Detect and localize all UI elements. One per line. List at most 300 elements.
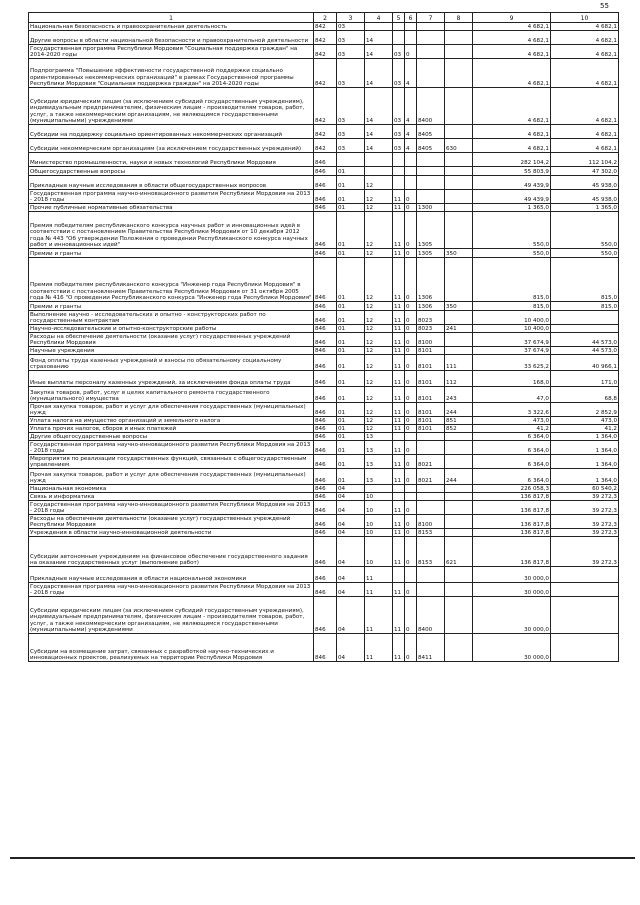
row-target-code: 8101 — [417, 417, 445, 425]
row-target-code: 8411 — [417, 634, 445, 662]
table-row — [29, 493, 619, 501]
row-name: Прочие публичные нормативные обязательства — [29, 204, 314, 212]
row-expense-type — [445, 529, 473, 537]
row-target-code: 8405 — [417, 139, 445, 153]
row-subsection: 14 — [365, 88, 393, 125]
row-target-code: 8153 — [417, 529, 445, 537]
row-program: 11 — [393, 371, 405, 387]
row-subsection: 12 — [365, 417, 393, 425]
row-target-code: 1306 — [417, 302, 445, 311]
row-amount-year2: 47 302,0 — [551, 167, 619, 176]
row-amount-year1: 473,0 — [473, 417, 551, 425]
row-amount-year1: 6 364,0 — [473, 433, 551, 441]
row-admin-code: 846 — [314, 537, 337, 567]
row-name: Выполнение научно - исследовательских и опытно - конструкторских работ по государственным контрактам — [29, 311, 314, 325]
table-row — [29, 485, 619, 493]
row-name: Прикладные научные исследования в области национальной экономики — [29, 567, 314, 583]
row-target-code: 8405 — [417, 125, 445, 139]
row-subsection: 10 — [365, 515, 393, 529]
table-row — [29, 204, 619, 212]
row-subsection: 12 — [365, 212, 393, 249]
row-amount-year2: 39 272,3 — [551, 493, 619, 501]
row-amount-year2: 4 682,1 — [551, 125, 619, 139]
row-expense-type: 851 — [445, 417, 473, 425]
row-expense-type — [445, 190, 473, 204]
row-admin-code: 842 — [314, 45, 337, 59]
row-amount-year2 — [551, 583, 619, 597]
row-target-code: 1305 — [417, 212, 445, 249]
row-subprogram: 0 — [405, 515, 417, 529]
row-section: 03 — [337, 59, 365, 88]
row-amount-year2: 44 573,0 — [551, 347, 619, 355]
row-amount-year1: 6 364,0 — [473, 455, 551, 469]
row-target-code — [417, 567, 445, 583]
column-header: 1 — [29, 13, 314, 23]
row-subsection — [365, 167, 393, 176]
row-name: Уплата прочих налогов, сборов и иных платежей — [29, 425, 314, 433]
row-section: 01 — [337, 311, 365, 325]
row-expense-type: 630 — [445, 139, 473, 153]
row-program: 11 — [393, 387, 405, 403]
row-admin-code: 846 — [314, 469, 337, 485]
row-admin-code: 846 — [314, 485, 337, 493]
row-amount-year2: 1 364,0 — [551, 433, 619, 441]
row-subsection: 13 — [365, 441, 393, 455]
row-target-code: 8021 — [417, 455, 445, 469]
row-expense-type — [445, 153, 473, 167]
row-subsection: 12 — [365, 204, 393, 212]
row-amount-year2: 2 852,9 — [551, 403, 619, 417]
row-amount-year1: 815,0 — [473, 302, 551, 311]
row-amount-year2: 171,0 — [551, 371, 619, 387]
row-subprogram: 0 — [405, 212, 417, 249]
row-target-code — [417, 23, 445, 31]
row-subsection: 12 — [365, 347, 393, 355]
row-admin-code: 846 — [314, 493, 337, 501]
row-section: 01 — [337, 355, 365, 371]
row-amount-year1: 550,0 — [473, 249, 551, 258]
row-program: 11 — [393, 597, 405, 634]
row-amount-year1: 33 625,2 — [473, 355, 551, 371]
row-name: Расходы на обеспечение деятельности (оказание услуг) государственных учреждений Республики Мордовия — [29, 333, 314, 347]
row-admin-code: 846 — [314, 190, 337, 204]
row-amount-year2: 39 272,3 — [551, 529, 619, 537]
table-row — [29, 125, 619, 139]
row-admin-code: 846 — [314, 176, 337, 190]
row-expense-type: 111 — [445, 355, 473, 371]
row-expense-type — [445, 88, 473, 125]
row-admin-code: 846 — [314, 167, 337, 176]
row-section: 01 — [337, 387, 365, 403]
row-subsection: 12 — [365, 302, 393, 311]
row-name: Фонд оплаты труда казенных учреждений и взносы по обязательному социальному страхованию — [29, 355, 314, 371]
row-expense-type — [445, 567, 473, 583]
row-subsection: 13 — [365, 455, 393, 469]
row-name: Национальная экономика — [29, 485, 314, 493]
row-target-code: 8101 — [417, 403, 445, 417]
row-program: 11 — [393, 455, 405, 469]
row-program: 11 — [393, 501, 405, 515]
row-section: 01 — [337, 433, 365, 441]
row-subprogram: 0 — [405, 583, 417, 597]
column-header: 10 — [551, 13, 619, 23]
row-target-code: 8100 — [417, 333, 445, 347]
row-admin-code: 842 — [314, 23, 337, 31]
row-amount-year2: 41,2 — [551, 425, 619, 433]
row-name: Прочая закупка товаров, работ и услуг для обеспечения государственных (муниципальных) нужд — [29, 403, 314, 417]
row-target-code — [417, 441, 445, 455]
row-subsection: 13 — [365, 469, 393, 485]
table-row — [29, 355, 619, 371]
row-expense-type — [445, 485, 473, 493]
table-row — [29, 190, 619, 204]
row-subsection: 12 — [365, 325, 393, 333]
row-amount-year2: 45 938,0 — [551, 190, 619, 204]
row-amount-year2: 4 682,1 — [551, 45, 619, 59]
row-amount-year1: 37 674,9 — [473, 347, 551, 355]
row-target-code: 8101 — [417, 425, 445, 433]
row-expense-type — [445, 441, 473, 455]
row-admin-code: 846 — [314, 347, 337, 355]
row-subsection: 12 — [365, 425, 393, 433]
row-program: 03 — [393, 139, 405, 153]
row-target-code: 1300 — [417, 204, 445, 212]
row-amount-year1: 4 682,1 — [473, 139, 551, 153]
row-section: 01 — [337, 455, 365, 469]
row-subprogram: 0 — [405, 355, 417, 371]
row-amount-year2: 1 364,0 — [551, 469, 619, 485]
row-section: 01 — [337, 441, 365, 455]
row-section: 03 — [337, 45, 365, 59]
row-subprogram: 0 — [405, 190, 417, 204]
row-expense-type — [445, 333, 473, 347]
row-amount-year1: 4 682,1 — [473, 31, 551, 45]
row-target-code: 8023 — [417, 311, 445, 325]
row-admin-code: 846 — [314, 567, 337, 583]
row-section: 04 — [337, 634, 365, 662]
row-subsection: 14 — [365, 31, 393, 45]
row-amount-year2: 4 682,1 — [551, 88, 619, 125]
row-amount-year2: 4 682,1 — [551, 59, 619, 88]
row-amount-year1: 41,2 — [473, 425, 551, 433]
row-admin-code: 846 — [314, 515, 337, 529]
row-section: 01 — [337, 469, 365, 485]
row-target-code: 1306 — [417, 258, 445, 302]
row-subprogram: 0 — [405, 634, 417, 662]
row-amount-year1: 4 682,1 — [473, 88, 551, 125]
row-subprogram: 0 — [405, 417, 417, 425]
row-target-code — [417, 485, 445, 493]
row-expense-type: 244 — [445, 403, 473, 417]
row-name: Расходы на обеспечение деятельности (оказание услуг) государственных учреждений Республики Мордовия — [29, 515, 314, 529]
row-amount-year2 — [551, 597, 619, 634]
row-name: Закупка товаров, работ, услуг в целях капитального ремонта государственного (муниципального) имущества — [29, 387, 314, 403]
table-row — [29, 212, 619, 249]
row-amount-year2: 39 272,3 — [551, 537, 619, 567]
row-subprogram: 0 — [405, 371, 417, 387]
row-section: 01 — [337, 333, 365, 347]
row-admin-code: 846 — [314, 529, 337, 537]
row-amount-year1: 47,0 — [473, 387, 551, 403]
row-subprogram — [405, 153, 417, 167]
row-admin-code: 846 — [314, 501, 337, 515]
row-section: 01 — [337, 425, 365, 433]
row-section: 04 — [337, 515, 365, 529]
row-subprogram: 4 — [405, 125, 417, 139]
row-program: 11 — [393, 302, 405, 311]
row-amount-year2: 815,0 — [551, 258, 619, 302]
row-program — [393, 567, 405, 583]
row-subprogram — [405, 167, 417, 176]
row-subprogram: 0 — [405, 597, 417, 634]
table-row — [29, 403, 619, 417]
column-header: 9 — [473, 13, 551, 23]
row-subsection: 11 — [365, 567, 393, 583]
row-name: Другие общегосударственные вопросы — [29, 433, 314, 441]
row-subprogram: 0 — [405, 249, 417, 258]
row-admin-code: 842 — [314, 59, 337, 88]
row-amount-year1: 10 400,0 — [473, 325, 551, 333]
page-bottom-rule — [10, 857, 635, 859]
row-amount-year2: 1 364,0 — [551, 441, 619, 455]
row-admin-code: 846 — [314, 403, 337, 417]
row-program — [393, 31, 405, 45]
row-expense-type: 112 — [445, 371, 473, 387]
row-name: Государственная программа научно-инновационного развития Республики Мордовия на 2013 - 2018 годы — [29, 583, 314, 597]
row-subprogram: 0 — [405, 325, 417, 333]
row-target-code — [417, 501, 445, 515]
row-target-code: 1305 — [417, 249, 445, 258]
table-row — [29, 59, 619, 88]
row-admin-code: 842 — [314, 139, 337, 153]
row-admin-code: 842 — [314, 125, 337, 139]
row-subprogram — [405, 485, 417, 493]
table-row — [29, 302, 619, 311]
column-header: 7 — [417, 13, 445, 23]
table-row — [29, 325, 619, 333]
row-program: 11 — [393, 403, 405, 417]
row-amount-year1: 30 000,0 — [473, 567, 551, 583]
row-target-code: 8153 — [417, 537, 445, 567]
row-admin-code: 846 — [314, 597, 337, 634]
row-subsection: 11 — [365, 583, 393, 597]
row-amount-year1: 4 682,1 — [473, 23, 551, 31]
row-subprogram: 0 — [405, 441, 417, 455]
row-subsection: 14 — [365, 139, 393, 153]
row-section: 03 — [337, 31, 365, 45]
row-expense-type — [445, 125, 473, 139]
row-target-code: 8400 — [417, 597, 445, 634]
row-admin-code: 846 — [314, 333, 337, 347]
row-subprogram — [405, 31, 417, 45]
row-name: Премии и гранты — [29, 249, 314, 258]
row-admin-code: 846 — [314, 433, 337, 441]
row-amount-year2: 39 272,3 — [551, 501, 619, 515]
row-expense-type — [445, 23, 473, 31]
row-program: 11 — [393, 190, 405, 204]
row-program: 03 — [393, 45, 405, 59]
row-name: Государственная программа научно-инновационного развития Республики Мордовия на 2013 - 2018 годы — [29, 190, 314, 204]
row-expense-type — [445, 176, 473, 190]
row-expense-type: 852 — [445, 425, 473, 433]
row-amount-year1: 4 682,1 — [473, 125, 551, 139]
table-row — [29, 425, 619, 433]
row-target-code: 8101 — [417, 371, 445, 387]
table-row — [29, 31, 619, 45]
row-program: 11 — [393, 441, 405, 455]
row-amount-year2: 44 573,0 — [551, 333, 619, 347]
row-program: 03 — [393, 125, 405, 139]
row-target-code — [417, 59, 445, 88]
row-subprogram — [405, 567, 417, 583]
row-expense-type — [445, 597, 473, 634]
row-section: 04 — [337, 485, 365, 493]
row-amount-year1: 136 817,8 — [473, 501, 551, 515]
row-program: 11 — [393, 583, 405, 597]
row-expense-type — [445, 634, 473, 662]
row-admin-code: 846 — [314, 583, 337, 597]
row-target-code: 8021 — [417, 469, 445, 485]
row-name: Субсидии юридическим лицам (за исключением субсидий государственным учреждениям), индивидуальным предпринимателям, физическим лицам - производителям товаров, работ, услуг, а также некоммерческим организациям, не являющимся государственными (муниципальными) учреждениями — [29, 88, 314, 125]
column-header: 8 — [445, 13, 473, 23]
row-admin-code: 846 — [314, 455, 337, 469]
row-subsection: 12 — [365, 311, 393, 325]
row-program: 11 — [393, 347, 405, 355]
row-admin-code: 846 — [314, 258, 337, 302]
row-subsection: 10 — [365, 493, 393, 501]
row-name: Субсидии автономным учреждениям на финансовое обеспечение государственного задания на оказание государственных услуг (выполнение работ) — [29, 537, 314, 567]
row-amount-year2: 40 966,1 — [551, 355, 619, 371]
row-amount-year1: 3 322,6 — [473, 403, 551, 417]
row-amount-year2: 45 938,0 — [551, 176, 619, 190]
row-amount-year2: 1 364,0 — [551, 455, 619, 469]
row-section: 01 — [337, 212, 365, 249]
row-admin-code: 846 — [314, 425, 337, 433]
row-subprogram — [405, 23, 417, 31]
row-amount-year2: 473,0 — [551, 417, 619, 425]
row-name: Премия победителям республиканского конкурса научных работ и инновационных идей в соответствии с постановлением Правительства Республики Мордовия от 10 декабря 2012 года № 443 "Об утверждении Положения о проведении Республиканского конкурса научных работ и инновационных идей" — [29, 212, 314, 249]
row-subsection: 12 — [365, 258, 393, 302]
row-section: 04 — [337, 537, 365, 567]
row-name: Субсидии на возмещение затрат, связанных с разработкой научно-технических и инновационных проектов, реализуемых на территории Республики Мордовия — [29, 634, 314, 662]
table-row — [29, 176, 619, 190]
row-expense-type — [445, 59, 473, 88]
row-target-code: 8100 — [417, 515, 445, 529]
row-subprogram: 0 — [405, 333, 417, 347]
row-subsection: 12 — [365, 387, 393, 403]
row-subsection — [365, 23, 393, 31]
table-row — [29, 529, 619, 537]
row-admin-code: 842 — [314, 88, 337, 125]
row-expense-type — [445, 493, 473, 501]
row-amount-year2: 39 272,3 — [551, 515, 619, 529]
row-amount-year2: 60 540,2 — [551, 485, 619, 493]
row-section: 01 — [337, 258, 365, 302]
table-header — [29, 13, 619, 23]
row-target-code — [417, 31, 445, 45]
row-subprogram: 0 — [405, 469, 417, 485]
row-subsection — [365, 153, 393, 167]
row-name: Премия победителям республиканского конкурса "Инженер года Республики Мордовия" в соответствии с постановлением Правительства Республики Мордовия от 31 октября 2005 года № 416 "О проведении Республиканского конкурса "Инженер года Республики Мордовия" — [29, 258, 314, 302]
table-row — [29, 249, 619, 258]
row-subprogram: 0 — [405, 258, 417, 302]
row-target-code: 8101 — [417, 355, 445, 371]
row-program: 03 — [393, 88, 405, 125]
row-program — [393, 176, 405, 190]
row-admin-code: 846 — [314, 634, 337, 662]
row-name: Государственная программа научно-инновационного развития Республики Мордовия на 2013 - 2018 годы — [29, 441, 314, 455]
row-amount-year1: 6 364,0 — [473, 441, 551, 455]
row-amount-year1: 168,0 — [473, 371, 551, 387]
row-expense-type — [445, 455, 473, 469]
row-name: Субсидии юридическим лицам (за исключением субсидий государственным учреждениям), индивидуальным предпринимателям, физическим лицам - производителям товаров, работ, услуг, а также некоммерческим организациям, не являющимся государственными (муниципальными) учреждениями — [29, 597, 314, 634]
row-subprogram: 0 — [405, 387, 417, 403]
row-section: 03 — [337, 125, 365, 139]
table-row — [29, 455, 619, 469]
row-subprogram — [405, 493, 417, 501]
row-amount-year2: 550,0 — [551, 212, 619, 249]
row-expense-type — [445, 258, 473, 302]
table-row — [29, 23, 619, 31]
row-amount-year1: 37 674,9 — [473, 333, 551, 347]
row-program: 11 — [393, 537, 405, 567]
row-expense-type — [445, 167, 473, 176]
row-subprogram: 0 — [405, 425, 417, 433]
row-name: Научные учреждения — [29, 347, 314, 355]
row-target-code — [417, 45, 445, 59]
row-section: 04 — [337, 597, 365, 634]
row-subsection: 11 — [365, 597, 393, 634]
table-row — [29, 311, 619, 325]
table-row — [29, 88, 619, 125]
table-row — [29, 501, 619, 515]
page-number: 55 — [600, 2, 609, 10]
row-program — [393, 153, 405, 167]
row-amount-year2: 4 682,1 — [551, 31, 619, 45]
row-name: Уплата налога на имущество организаций и земельного налога — [29, 417, 314, 425]
row-expense-type: 241 — [445, 325, 473, 333]
row-section: 04 — [337, 501, 365, 515]
row-expense-type — [445, 204, 473, 212]
row-section: 01 — [337, 325, 365, 333]
row-amount-year1: 282 104,2 — [473, 153, 551, 167]
row-subsection: 10 — [365, 529, 393, 537]
row-subsection: 13 — [365, 433, 393, 441]
row-amount-year1: 10 400,0 — [473, 311, 551, 325]
row-amount-year1: 136 817,8 — [473, 537, 551, 567]
row-amount-year1: 30 000,0 — [473, 597, 551, 634]
row-amount-year1: 815,0 — [473, 258, 551, 302]
row-admin-code: 846 — [314, 387, 337, 403]
row-name: Учреждения в области научно-инновационной деятельности — [29, 529, 314, 537]
table-row — [29, 371, 619, 387]
row-section: 01 — [337, 176, 365, 190]
row-amount-year1: 136 817,8 — [473, 493, 551, 501]
row-name: Министерство промышленности, науки и новых технологий Республики Мордовия — [29, 153, 314, 167]
row-program — [393, 493, 405, 501]
table-row — [29, 583, 619, 597]
row-name: Подпрограмма "Повышение эффективности государственной поддержки социально ориентированных некоммерческих организаций" в рамках Государственной программы Республики Мордовия "Социальная поддержка граждан" на 2014-2020 годы — [29, 59, 314, 88]
row-target-code: 8023 — [417, 325, 445, 333]
row-amount-year1: 49 439,9 — [473, 176, 551, 190]
row-amount-year1: 4 682,1 — [473, 45, 551, 59]
table-row — [29, 515, 619, 529]
row-section: 01 — [337, 302, 365, 311]
row-subprogram: 0 — [405, 537, 417, 567]
row-name: Мероприятия по реализации государственных функций, связанных с общегосударственным управлением — [29, 455, 314, 469]
row-amount-year2: 1 365,0 — [551, 204, 619, 212]
table-row — [29, 634, 619, 662]
